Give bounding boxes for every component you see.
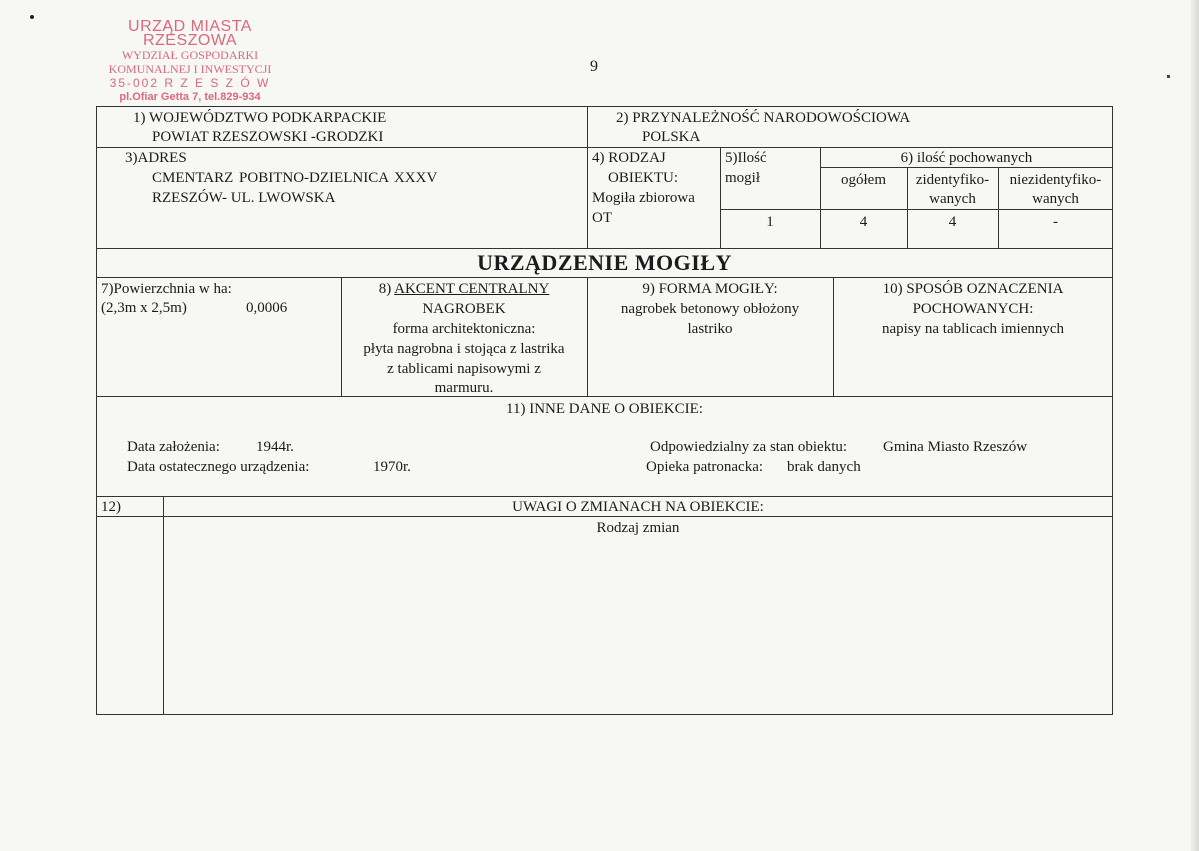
object-type-value: Mogiła zbiorowa xyxy=(592,190,695,206)
marking-label: POCHOWANYCH: xyxy=(912,301,1034,317)
marking-value: napisy na tablicach imiennych xyxy=(881,321,1065,337)
section-heading: URZĄDZENIE MOGIŁY xyxy=(477,250,732,275)
changes-number: 12) xyxy=(101,499,121,515)
stamp-line: 35-002 R Z E S Z Ó W xyxy=(109,76,271,90)
area-dimensions: (2,3m x 2,5m) xyxy=(101,300,187,316)
responsible-label: Odpowiedzialny za stan obiektu: xyxy=(650,439,848,455)
scan-mark xyxy=(1167,75,1170,78)
changes-title: UWAGI O ZMIANACH NA OBIEKCIE: xyxy=(512,499,764,515)
voivodeship-label: 1) WOJEWÓDZTWO PODKARPACKIE xyxy=(133,110,387,126)
page-number: 9 xyxy=(590,58,598,75)
grave-form-value: nagrobek betonowy obłożony xyxy=(620,301,800,317)
buried-unidentified-header: wanych xyxy=(1032,191,1079,207)
stamp-line: URZĄD MIASTA RZESZOWA xyxy=(128,18,252,49)
address-label: 3)ADRES xyxy=(125,150,187,166)
scan-mark xyxy=(30,15,34,19)
buried-count-label: 6) ilość pochowanych xyxy=(900,150,1033,166)
scan-edge xyxy=(1191,0,1199,851)
central-accent-number: 8) xyxy=(378,281,395,297)
buried-identified-value: 4 xyxy=(948,214,957,230)
grave-form-value: lastriko xyxy=(687,321,733,337)
other-data-label: 11) INNE DANE O OBIEKCIE: xyxy=(506,401,703,417)
office-stamp xyxy=(90,20,290,104)
address-line: RZESZÓW- UL. LWOWSKA xyxy=(152,190,336,206)
stamp-line: KOMUNALNEJ I INWESTYCJI xyxy=(108,62,272,76)
area-label: 7)Powierzchnia w ha: xyxy=(101,281,232,297)
address-line: CMENTARZ POBITNO-DZIELNICA XXXV xyxy=(152,170,438,186)
area-value: 0,0006 xyxy=(246,300,288,316)
central-accent-line: płyta nagrobna i stojąca z lastrika xyxy=(363,341,565,357)
nationality-label: 2) PRZYNALEŻNOŚĆ NARODOWOŚCIOWA xyxy=(616,110,911,126)
grave-form-label: 9) FORMA MOGIŁY: xyxy=(642,281,778,297)
last-arrangement-label: Data ostatecznego urządzenia: xyxy=(127,459,310,475)
object-type-label: OBIEKTU: xyxy=(608,170,678,186)
stamp-line: WYDZIAŁ GOSPODARKI xyxy=(121,48,259,62)
founded-label: Data założenia: xyxy=(127,439,220,455)
stamp-line: pl.Ofiar Getta 7, tel.829-934 xyxy=(119,91,261,103)
patronage-label: Opieka patronacka: xyxy=(646,459,764,475)
buried-identified-header: zidentyfiko- xyxy=(915,172,990,188)
central-accent-line: z tablicami napisowymi z xyxy=(387,361,541,377)
graves-count-value: 1 xyxy=(766,214,774,230)
county-label: POWIAT RZESZOWSKI -GRODZKI xyxy=(152,129,384,145)
central-accent-label xyxy=(341,279,587,299)
central-accent-title: AKCENT CENTRALNY xyxy=(394,281,550,297)
object-type-code: OT xyxy=(592,210,612,226)
central-accent-line: NAGROBEK xyxy=(422,301,506,317)
changes-subtitle: Rodzaj zmian xyxy=(596,520,680,536)
graves-count-label: 5)Ilość xyxy=(725,150,767,166)
patronage-value: brak danych xyxy=(787,459,861,475)
central-accent-line: marmuru. xyxy=(434,380,494,396)
object-type-label: 4) RODZAJ xyxy=(592,150,666,166)
buried-identified-header: wanych xyxy=(929,191,976,207)
buried-total-value: 4 xyxy=(859,214,868,230)
buried-unidentified-header: niezidentyfiko- xyxy=(1009,172,1102,188)
graves-count-label: mogił xyxy=(725,170,761,186)
central-accent-line: forma architektoniczna: xyxy=(392,321,536,337)
buried-total-header: ogółem xyxy=(841,172,886,188)
buried-unidentified-value: - xyxy=(1053,214,1058,230)
founded-value: 1944r. xyxy=(256,439,294,455)
responsible-value: Gmina Miasto Rzeszów xyxy=(883,439,1028,455)
marking-label: 10) SPOSÓB OZNACZENIA xyxy=(882,281,1064,297)
last-arrangement-value: 1970r. xyxy=(373,459,411,475)
nationality-value: POLSKA xyxy=(642,129,701,145)
